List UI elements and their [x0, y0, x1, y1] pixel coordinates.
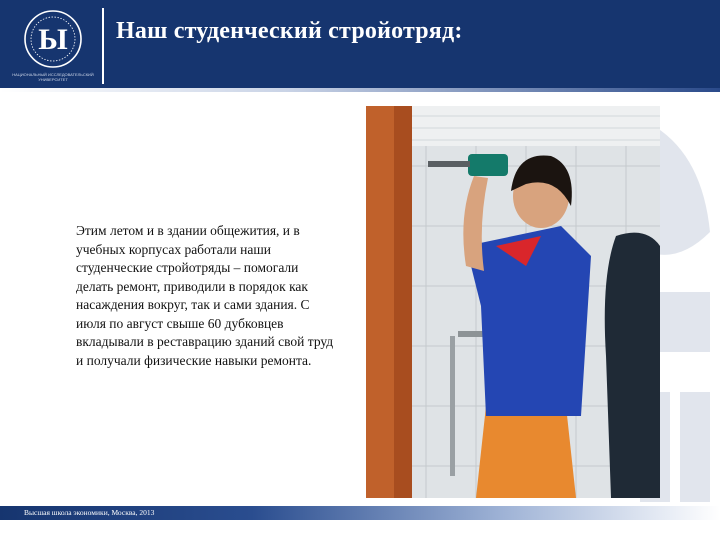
- body-paragraph: Этим летом и в здании общежития, и в учебных корпусах работали наши студенческие стройотряды – помогали делать ремонт, приводили в порядок как насаждения вокруг, так и сами здания. С июля по август свыше 60 дубковцев вкладывали в реставрацию зданий свой труд и получали физические навыки ремонта.: [76, 223, 334, 368]
- hse-emblem-icon: [8, 6, 98, 72]
- svg-text:Ы: Ы: [38, 23, 68, 56]
- photo-student-drilling-wall-icon: [366, 106, 660, 498]
- photo-student-drilling: [366, 106, 660, 498]
- footer-caption: Высшая школа экономики, Москва, 2013: [24, 508, 155, 517]
- header-divider: [102, 8, 104, 84]
- logo-caption: НАЦИОНАЛЬНЫЙ ИССЛЕДОВАТЕЛЬСКИЙ УНИВЕРСИТЕТ: [12, 72, 94, 82]
- university-logo: [8, 6, 98, 84]
- page-title: Наш студенческий стройотряд:: [116, 18, 463, 44]
- header-bar: [0, 0, 720, 88]
